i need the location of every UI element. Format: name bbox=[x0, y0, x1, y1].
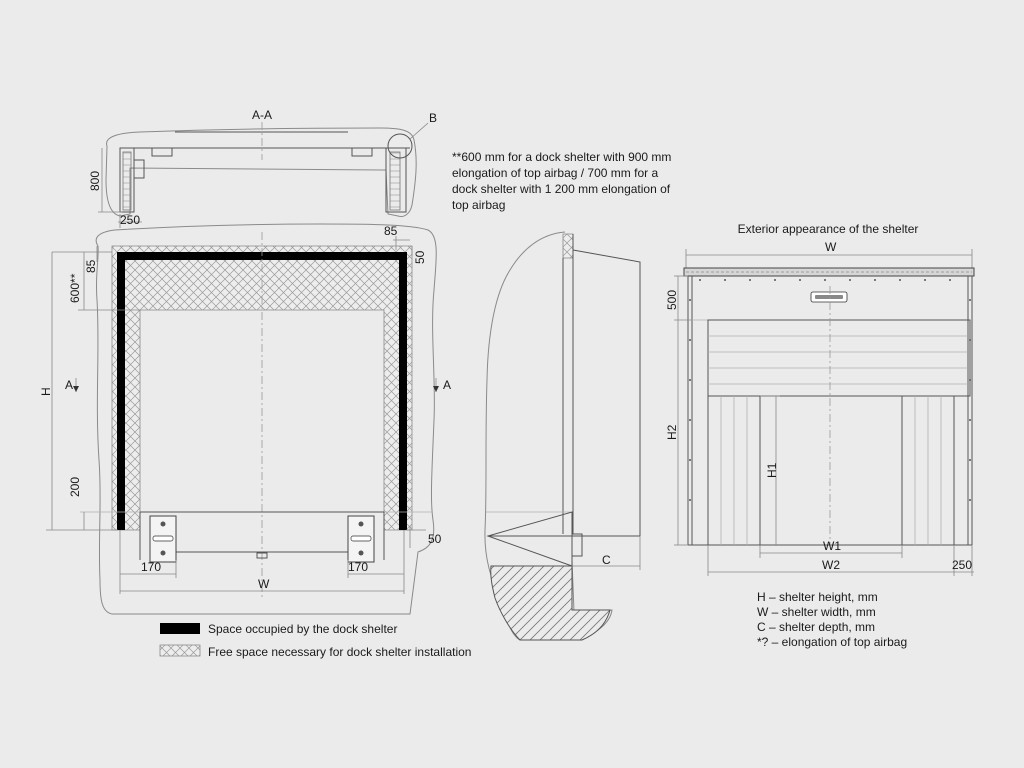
definition-line-3: C – shelter depth, mm bbox=[757, 620, 876, 634]
section-a-a-view bbox=[88, 108, 437, 228]
exterior-dim-w1: W1 bbox=[823, 539, 841, 553]
shelter-logo-plate bbox=[811, 292, 847, 302]
bumper-left bbox=[150, 516, 176, 562]
definitions bbox=[757, 590, 907, 649]
exterior-dim-width: W bbox=[825, 240, 837, 254]
dim-bumper-left: 170 bbox=[141, 560, 162, 574]
section-mark-left: A bbox=[65, 378, 74, 392]
exterior-dim-side: 250 bbox=[952, 558, 973, 572]
legend-swatch-solid bbox=[160, 623, 200, 634]
footnote-line-4: top airbag bbox=[452, 198, 506, 212]
exterior-dim-w2: W2 bbox=[822, 558, 840, 572]
side-view bbox=[485, 232, 640, 640]
exterior-dim-h1: H1 bbox=[765, 462, 779, 478]
section-mark-right: A bbox=[443, 378, 452, 392]
dim-airbag: 600** bbox=[68, 273, 82, 303]
dim-top-right: 85 bbox=[384, 224, 398, 238]
section-title: A-A bbox=[251, 108, 273, 122]
section-dim-width: 250 bbox=[120, 213, 141, 227]
legend-label-solid: Space occupied by the dock shelter bbox=[208, 622, 398, 636]
dim-bottom: 200 bbox=[68, 476, 82, 497]
dim-top-left: 85 bbox=[84, 259, 98, 273]
section-dim-height: 800 bbox=[88, 170, 102, 191]
dim-bumper-right: 170 bbox=[348, 560, 369, 574]
exterior-title: Exterior appearance of the shelter bbox=[737, 222, 919, 236]
definition-line-2: W – shelter width, mm bbox=[757, 605, 876, 619]
definition-line-1: H – shelter height, mm bbox=[757, 590, 878, 604]
definition-line-4: *? – elongation of top airbag bbox=[757, 635, 908, 649]
exterior-dim-h2: H2 bbox=[665, 424, 679, 440]
exterior-view bbox=[665, 222, 974, 576]
footnote-line-1: **600 mm for a dock shelter with 900 mm bbox=[452, 150, 672, 164]
dim-height: H bbox=[39, 387, 53, 396]
exterior-dim-top: 500 bbox=[665, 289, 679, 310]
legend-swatch-hatch bbox=[160, 645, 200, 656]
legend bbox=[160, 622, 471, 659]
detail-b-label: B bbox=[429, 111, 438, 125]
bumper-right bbox=[348, 516, 374, 562]
footnote bbox=[452, 150, 671, 212]
dim-top-right-vertical: 50 bbox=[413, 250, 427, 264]
footnote-line-3: dock shelter with 1 200 mm elongation of bbox=[452, 182, 671, 196]
dim-depth: C bbox=[602, 553, 611, 567]
dim-width: W bbox=[258, 577, 270, 591]
footnote-line-2: elongation of top airbag / 700 mm for a bbox=[452, 166, 659, 180]
front-view bbox=[39, 224, 451, 614]
legend-label-hatch: Free space necessary for dock shelter installation bbox=[208, 645, 472, 659]
dim-bottom-right: 50 bbox=[428, 532, 442, 546]
